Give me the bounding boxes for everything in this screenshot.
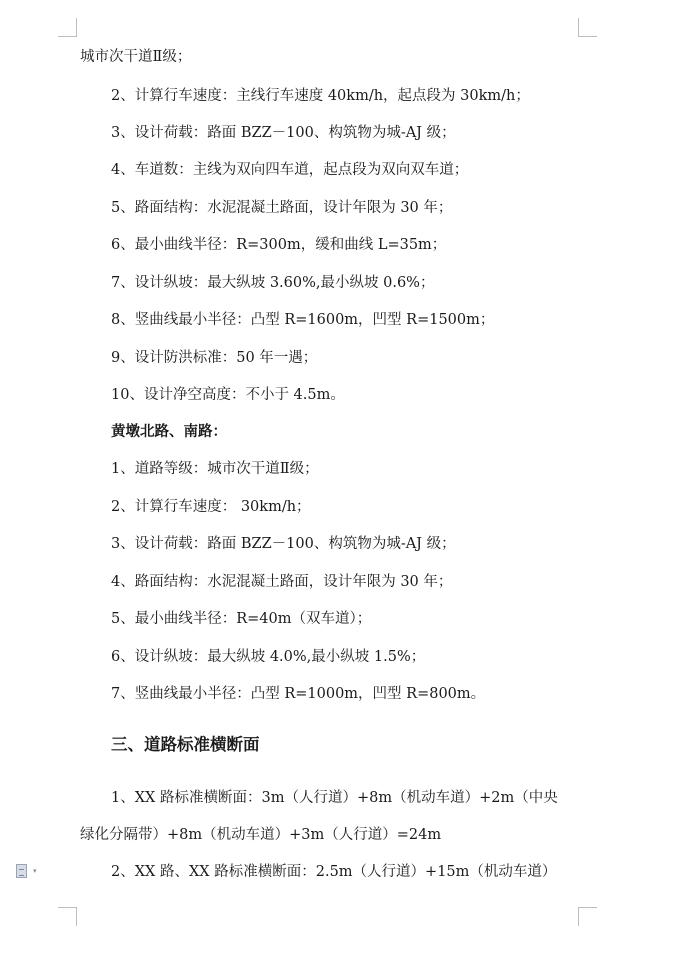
section-subheading: 黄墩北路、南路： bbox=[111, 423, 227, 440]
list-item: 6、最小曲线半径：R=300m，缓和曲线 L=35m； bbox=[111, 237, 447, 253]
list-item: 3、设计荷载：路面 BZZ－100、构筑物为城-AJ 级； bbox=[111, 125, 456, 141]
document-icon[interactable] bbox=[16, 864, 27, 878]
chevron-down-icon[interactable]: ▾ bbox=[33, 867, 37, 875]
list-item: 6、设计纵坡：最大纵坡 4.0%,最小纵坡 1.5%； bbox=[111, 649, 426, 665]
margin-corner-top-right bbox=[578, 18, 597, 37]
margin-corner-top-left bbox=[58, 18, 77, 37]
section-heading: 三、道路标准横断面 bbox=[111, 735, 260, 754]
paragraph-line: 2、XX 路、XX 路标准横断面：2.5m（人行道）+15m（机动车道） bbox=[111, 864, 557, 880]
margin-corner-bottom-left bbox=[58, 907, 77, 926]
list-item: 3、设计荷载：路面 BZZ－100、构筑物为城-AJ 级； bbox=[111, 536, 456, 552]
list-item: 2、计算行车速度：主线行车速度 40km/h，起点段为 30km/h； bbox=[111, 88, 530, 104]
list-item: 7、竖曲线最小半径：凸型 R=1000m，凹型 R=800m。 bbox=[111, 686, 486, 702]
paragraph-line: 1、XX 路标准横断面：3m（人行道）+8m（机动车道）+2m（中央 bbox=[111, 790, 558, 806]
list-item: 1、道路等级：城市次干道Ⅱ级； bbox=[111, 461, 319, 477]
list-item: 9、设计防洪标准：50 年一遇； bbox=[111, 350, 318, 366]
list-item: 5、路面结构：水泥混凝土路面，设计年限为 30 年； bbox=[111, 200, 453, 216]
list-item: 5、最小曲线半径：R=40m（双车道）； bbox=[111, 611, 372, 627]
text-line: 城市次干道Ⅱ级； bbox=[80, 49, 192, 65]
list-item: 10、设计净空高度：不小于 4.5m。 bbox=[111, 387, 345, 403]
list-item: 4、车道数：主线为双向四车道，起点段为双向双车道； bbox=[111, 162, 469, 178]
list-item: 4、路面结构：水泥混凝土路面，设计年限为 30 年； bbox=[111, 574, 453, 590]
paragraph-line: 绿化分隔带）+8m（机动车道）+3m（人行道）=24m bbox=[80, 827, 442, 843]
list-item: 7、设计纵坡：最大纵坡 3.60%,最小纵坡 0.6%； bbox=[111, 275, 435, 291]
margin-corner-bottom-right bbox=[578, 907, 597, 926]
list-item: 8、竖曲线最小半径：凸型 R=1600m，凹型 R=1500m； bbox=[111, 312, 495, 328]
list-item: 2、计算行车速度： 30km/h； bbox=[111, 499, 311, 515]
